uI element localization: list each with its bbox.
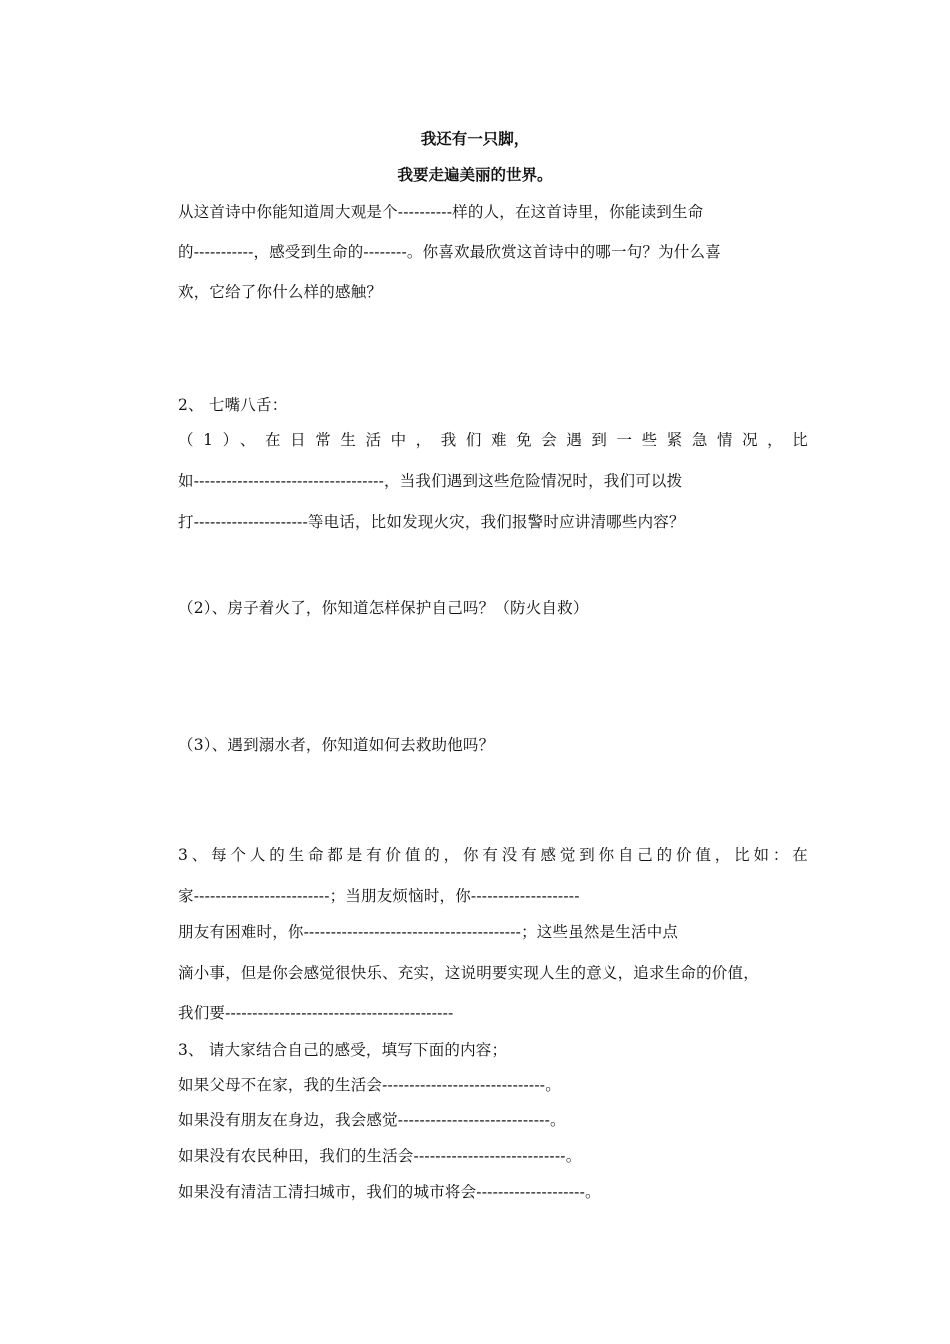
question-4-item: 如果没有朋友在身边，我会感觉----------------------------。: [178, 1111, 566, 1129]
question-3-line-5: 我们要------------------------------------------: [178, 1004, 454, 1022]
question-2-part-1-line-3: 打---------------------等电话，比如发现火灾，我们报警时应讲清哪些内容？: [178, 513, 685, 531]
question-2-part-3: （3）、遇到溺水者，你知道如何去救助他吗？: [178, 736, 495, 754]
poem-line-1: 我还有一只脚，: [420, 129, 530, 148]
poem-line-2: 我要走遍美丽的世界。: [397, 165, 553, 184]
question-4-item: 如果没有清洁工清扫城市，我们的城市将会--------------------。: [178, 1183, 601, 1201]
question-1-line-1: 从这首诗中你能知道周大观是个----------样的人，在这首诗里，你能读到生命: [178, 203, 704, 221]
question-4-item: 如果父母不在家，我的生活会------------------------------。: [178, 1076, 561, 1094]
question-2-part-1-line-1: （1）、在日常生活中，我们难免会遇到一些紧急情况，比: [178, 431, 808, 449]
question-4-title: 3、 请大家结合自己的感受，填写下面的内容；: [178, 1041, 508, 1059]
question-3-line-1: 3、每个人的生命都是有价值的，你有没有感觉到你自己的价值，比如：在: [178, 846, 808, 864]
question-2-title: 2、 七嘴八舌：: [178, 396, 288, 414]
question-3-line-3: 朋友有困难时，你----------------------------------------；这些虽然是生活中点: [178, 923, 679, 941]
question-2-part-2: （2）、房子着火了，你知道怎样保护自己吗？（防火自救）: [178, 599, 589, 617]
question-3-line-2: 家-------------------------；当朋友烦恼时，你--------------------: [178, 887, 580, 905]
question-3-line-4: 滴小事，但是你会感觉很快乐、充实，这说明要实现人生的意义，追求生命的价值，: [178, 964, 759, 982]
question-1-line-3: 欢，它给了你什么样的感触？: [178, 283, 383, 301]
question-2-part-1-line-2: 如-----------------------------------，当我们遇到这些危险情况时，我们可以拨: [178, 472, 683, 490]
question-1-line-2: 的-----------，感受到生命的--------。你喜欢最欣赏这首诗中的哪一句？为什么喜: [178, 243, 721, 261]
question-4-item: 如果没有农民种田，我们的生活会----------------------------。: [178, 1147, 582, 1165]
